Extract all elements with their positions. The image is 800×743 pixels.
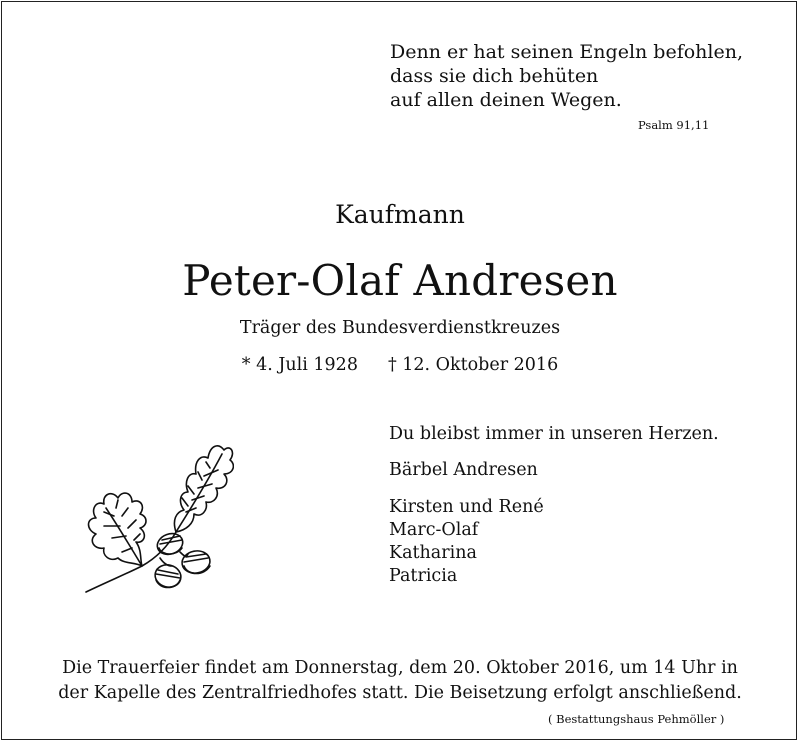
list-item: Katharina [389,543,477,563]
verse-line: Denn er hat seinen Engeln befohlen, [390,41,744,63]
list-item: Marc-Olaf [389,520,479,540]
birth-date: * 4. Juli 1928 [241,355,358,375]
deceased-name: Peter-Olaf Andresen [182,256,618,305]
verse-line: auf allen deinen Wegen. [390,89,622,111]
verse-reference: Psalm 91,11 [638,118,710,132]
bible-verse [390,40,743,112]
funeral-line: der Kapelle des Zentralfriedhofes statt. Die Beisetzung erfolgt anschließend. [58,683,742,703]
undertaker-credit: ( Bestattungshaus Pehmöller ) [548,712,725,726]
list-item: Patricia [389,566,458,586]
funeral-notice [0,656,800,706]
death-date: † 12. Oktober 2016 [387,355,559,375]
deceased-profession: Kaufmann [335,200,465,229]
funeral-line: Die Trauerfeier findet am Donnerstag, dem 20. Oktober 2016, um 14 Uhr in [62,658,738,678]
list-item: Kirsten und René [389,497,544,517]
mourner-motto: Du bleibst immer in unseren Herzen. [389,424,719,444]
verse-line: dass sie dich behüten [390,65,599,87]
oak-leaves-acorns-icon [64,416,234,606]
mourner-spouse: Bärbel Andresen [389,460,538,480]
mourner-family-list [389,496,544,588]
deceased-honor: Träger des Bundesverdienstkreuzes [239,318,561,338]
life-dates [0,355,800,375]
